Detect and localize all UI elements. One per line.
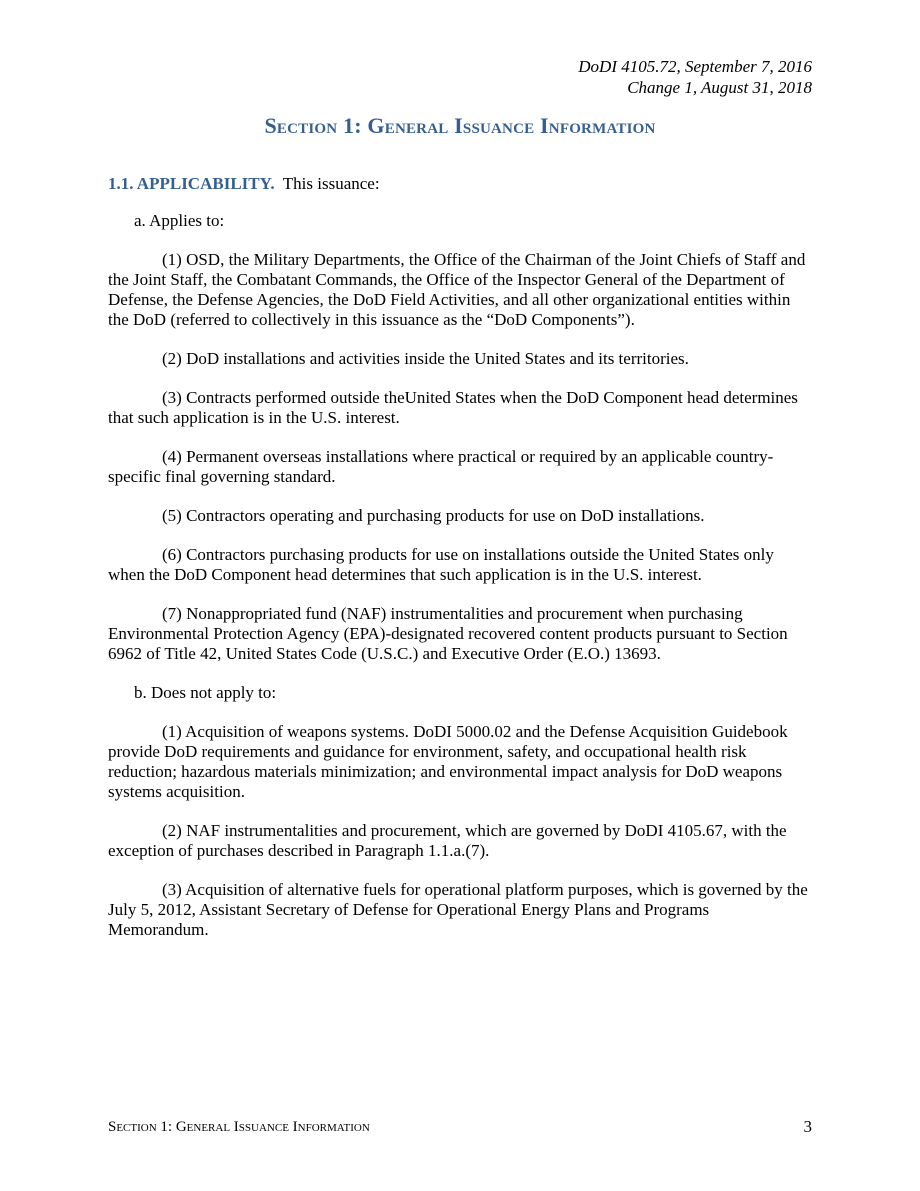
section-title: Section 1: General Issuance Information <box>264 113 656 138</box>
applicability-paragraph <box>108 174 812 194</box>
section-content <box>108 174 812 959</box>
change-line: Change 1, August 31, 2018 <box>627 78 812 97</box>
applicability-intro: This issuance: <box>274 174 380 193</box>
does-not-apply-item: (3) Acquisition of alternative fuels for operational platform purposes, which is governed by the July 5, 2012, Assistant Secretary of Defense for Operational Energy Plans and Programs Memorandum. <box>108 880 808 939</box>
doc-id: DoDI 4105.72, September 7, 2016 <box>578 57 812 76</box>
applies-to-item: (4) Permanent overseas installations where practical or required by an applicable country-specific final governing standard. <box>108 447 774 486</box>
does-not-apply-item: (1) Acquisition of weapons systems. DoDI 5000.02 and the Defense Acquisition Guidebook provide DoD requirements and guidance for environment, safety, and occupational health risk reduction; hazardous materials minimization; and environmental impact analysis for DoD weapons systems acquisition. <box>108 722 788 801</box>
does-not-apply-label: b. Does not apply to: <box>134 683 277 702</box>
running-header <box>578 56 812 98</box>
applies-to-item: (5) Contractors operating and purchasing products for use on DoD installations. <box>162 506 705 525</box>
applies-to-item: (1) OSD, the Military Departments, the Office of the Chairman of the Joint Chiefs of Staff and the Joint Staff, the Combatant Commands, the Office of the Inspector General of the Department of Defense, the Defense Agencies, the DoD Field Activities, and all other organizational entities within the DoD (referred to collectively in this issuance as the “DoD Components”). <box>108 250 806 329</box>
page-number: 3 <box>803 1117 812 1136</box>
does-not-apply-item: (2) NAF instrumentalities and procurement, which are governed by DoDI 4105.67, with the exception of purchases described in Paragraph 1.1.a.(7). <box>108 821 787 860</box>
applies-to-item: (2) DoD installations and activities inside the United States and its territories. <box>162 349 689 368</box>
footer-section-title: Section 1: General Issuance Information <box>108 1119 370 1135</box>
applies-to-item: (7) Nonappropriated fund (NAF) instrumentalities and procurement when purchasing Environmental Protection Agency (EPA)-designated recovered content products pursuant to Section 6962 of Title 42, United States Code (U.S.C.) and Executive Order (E.O.) 13693. <box>108 604 788 663</box>
applicability-heading: 1.1. APPLICABILITY. <box>108 174 275 193</box>
applies-to-item: (3) Contracts performed outside theUnited States when the DoD Component head determines that such application is in the U.S. interest. <box>108 388 798 427</box>
applies-to-label: a. Applies to: <box>134 211 225 230</box>
applies-to-item: (6) Contractors purchasing products for use on installations outside the United States only when the DoD Component head determines that such application is in the U.S. interest. <box>108 545 774 584</box>
